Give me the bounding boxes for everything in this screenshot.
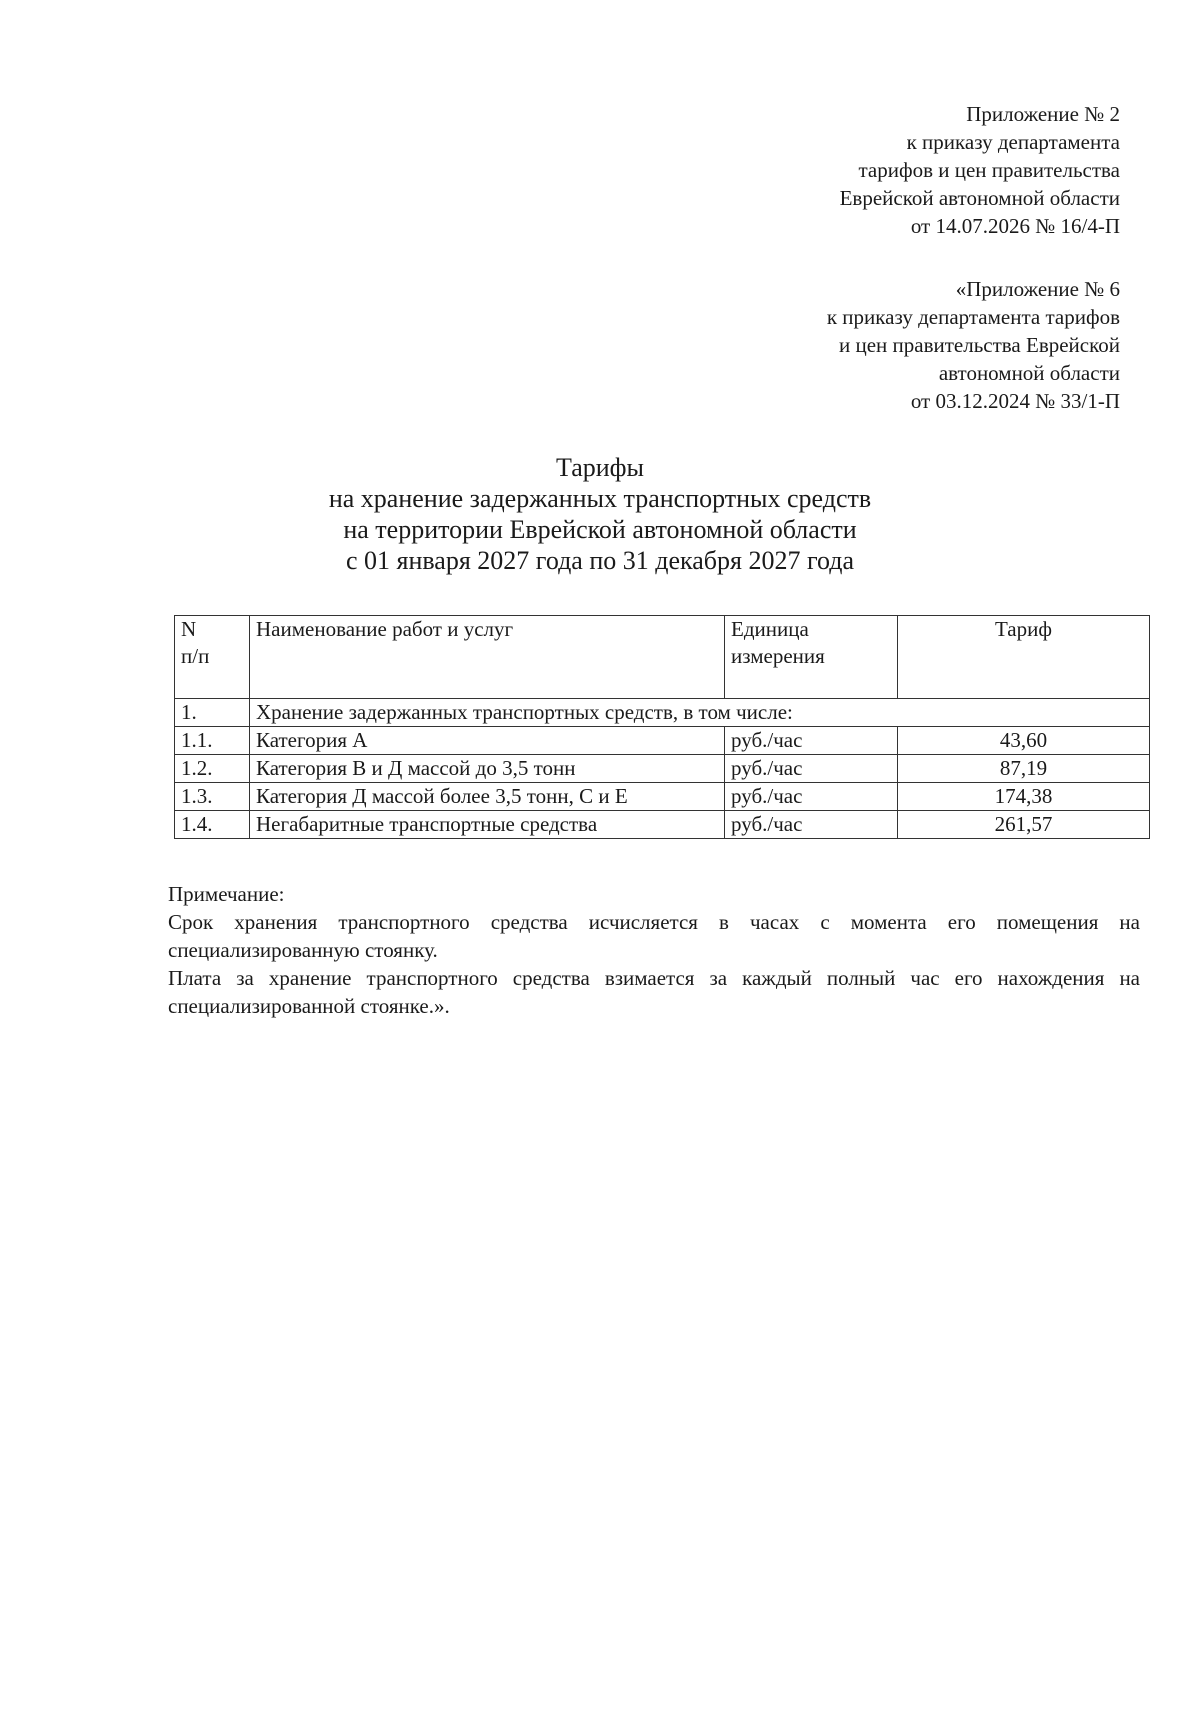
table-header-row [175,616,1150,699]
title-line: Тарифы [555,453,644,482]
appendix-line: от 03.12.2024 № 33/1-П [910,389,1120,413]
table-row [175,727,1150,755]
header-unit-line2: измерения [731,644,825,668]
appendix-current-reference [840,100,1120,240]
tariff-table [174,615,1150,839]
header-unit [725,616,898,699]
row-tariff: 87,19 [898,755,1150,783]
title-line: с 01 января 2027 года по 31 декабря 2027 года [345,546,855,575]
notes-paragraph: Плата за хранение транспортного средства взимается за каждый полный час его нахождения на специализированной стоянке.». [168,966,1140,1018]
group-text: Хранение задержанных транспортных средств, в том числе: [250,699,1150,727]
row-name: Категория Д массой более 3,5 тонн, С и Е [250,783,725,811]
row-unit: руб./час [725,755,898,783]
title-line: на территории Еврейской автономной области [343,515,857,544]
row-name: Категория А [250,727,725,755]
header-number-line2: п/п [181,644,210,668]
row-tariff: 174,38 [898,783,1150,811]
row-tariff: 43,60 [898,727,1150,755]
row-unit: руб./час [725,783,898,811]
table-row [175,755,1150,783]
row-name: Негабаритные транспортные средства [250,811,725,839]
table-row [175,811,1150,839]
row-number: 1.2. [175,755,250,783]
appendix-line: к приказу департамента [906,130,1120,154]
title-line: на хранение задержанных транспортных средств [328,484,872,513]
appendix-line: автономной области [938,361,1120,385]
row-tariff: 261,57 [898,811,1150,839]
notes-section [168,880,1140,1020]
row-unit: руб./час [725,727,898,755]
header-number-line1: N [181,617,197,641]
appendix-line: Приложение № 2 [966,102,1120,126]
header-tariff: Тариф [898,616,1150,699]
appendix-amended-reference [827,275,1120,415]
appendix-line: тарифов и цен правительства [858,158,1120,182]
appendix-line: к приказу департамента тарифов [826,305,1120,329]
row-number: 1.3. [175,783,250,811]
header-number [175,616,250,699]
row-unit: руб./час [725,811,898,839]
document-title [0,452,1200,576]
group-number: 1. [175,699,250,727]
row-name: Категория В и Д массой до 3,5 тонн [250,755,725,783]
row-number: 1.1. [175,727,250,755]
appendix-line: «Приложение № 6 [955,277,1120,301]
table-row [175,783,1150,811]
table-group-row [175,699,1150,727]
notes-paragraph: Срок хранения транспортного средства исчисляется в часах с момента его помещения на специализированную стоянку. [168,910,1140,962]
header-unit-line1: Единица [731,617,809,641]
notes-heading: Примечание: [168,882,285,906]
appendix-line: от 14.07.2026 № 16/4-П [910,214,1120,238]
header-name: Наименование работ и услуг [250,616,725,699]
row-number: 1.4. [175,811,250,839]
appendix-line: и цен правительства Еврейской [838,333,1120,357]
appendix-line: Еврейской автономной области [839,186,1120,210]
